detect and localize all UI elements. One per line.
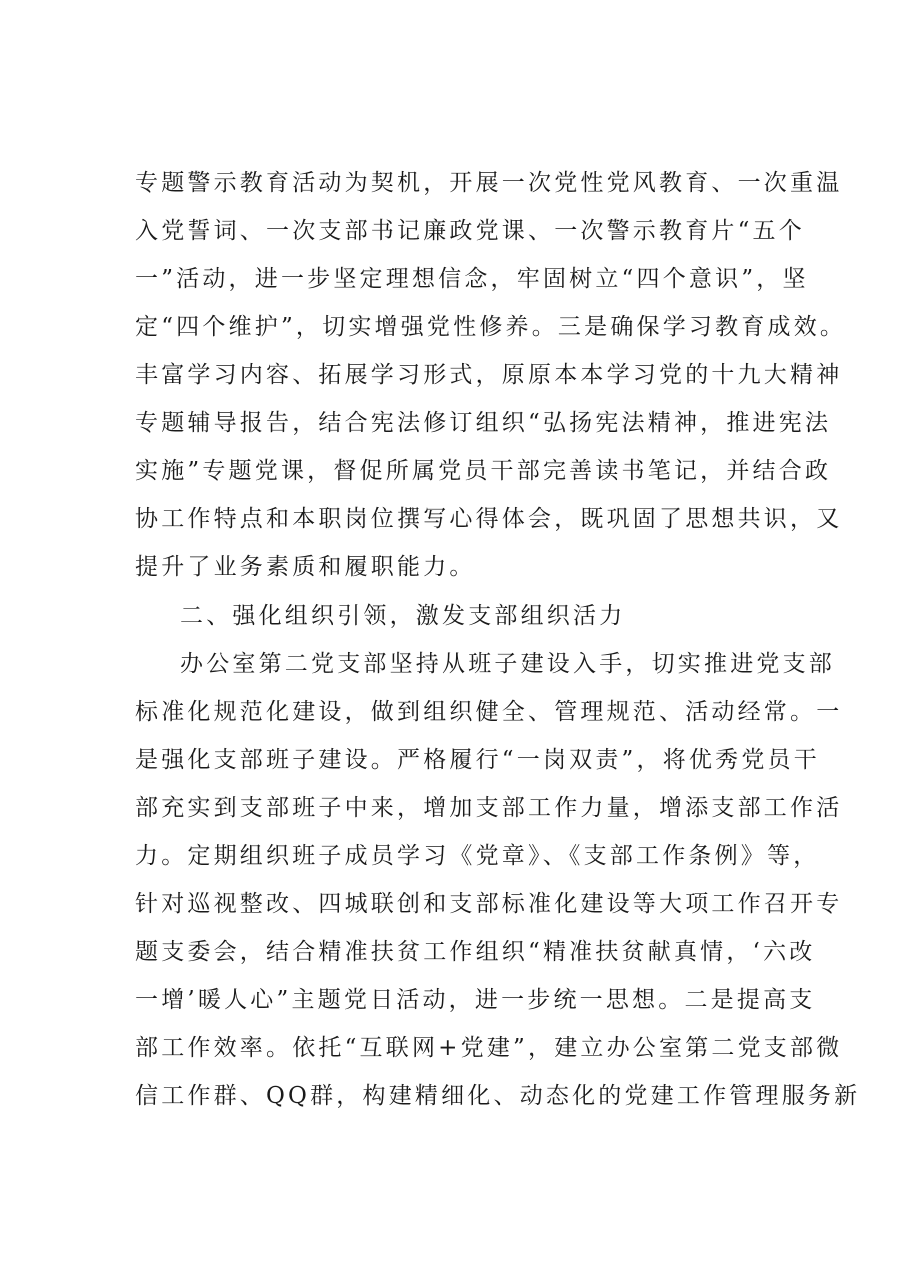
text-line: 提升了业务素质和履职能力。 <box>135 554 476 580</box>
text-line: 部工作效率。依托“互联网+党建”，建立办公室第二党支部微 <box>135 1035 843 1061</box>
text-line: 一”活动，进一步坚定理想信念，牢固树立“四个意识”，坚 <box>135 266 809 292</box>
paragraph-first-line: 办公室第二党支部坚持从班子建设入手，切实推进党支部 <box>180 651 835 677</box>
text-line: 入党誓词、一次支部书记廉政党课、一次警示教育片“五个 <box>135 218 805 244</box>
text-line: 一增’暖人心”主题党日活动，进一步统一思想。二是提高支 <box>135 987 816 1013</box>
text-line: 是强化支部班子建设。严格履行“一岗双责”，将优秀党员干 <box>135 747 820 773</box>
text-line: 协工作特点和本职岗位撰写心得体会，既巩固了思想共识，又 <box>135 506 843 532</box>
text-line: 标准化规范化建设，做到组织健全、管理规范、活动经常。一 <box>135 699 843 725</box>
text-line: 信工作群、QQ群，构建精细化、动态化的党建工作管理服务新 <box>135 1083 861 1109</box>
text-line: 专题警示教育活动为契机，开展一次党性党风教育、一次重温 <box>135 170 843 196</box>
text-line: 定“四个维护”，切实增强党性修养。三是确保学习教育成效。 <box>135 314 847 340</box>
text-line: 针对巡视整改、四城联创和支部标准化建设等大项工作召开专 <box>135 891 843 917</box>
text-line: 部充实到支部班子中来，增加支部工作力量，增添支部工作活 <box>135 795 843 821</box>
text-line: 力。定期组织班子成员学习《党章》、《支部工作条例》等， <box>135 843 820 869</box>
text-line: 专题辅导报告，结合宪法修订组织“弘扬宪法精神，推进宪法 <box>135 410 832 436</box>
text-line: 题支委会，结合精准扶贫工作组织“精准扶贫献真情，‘六改 <box>135 939 816 965</box>
section-heading: 二、强化组织引领，激发支部组织活力 <box>180 603 626 629</box>
text-line: 丰富学习内容、拓展学习形式，原原本本学习党的十九大精神 <box>135 362 843 388</box>
text-line: 实施”专题党课，督促所属党员干部完善读书笔记，并结合政 <box>135 458 832 484</box>
